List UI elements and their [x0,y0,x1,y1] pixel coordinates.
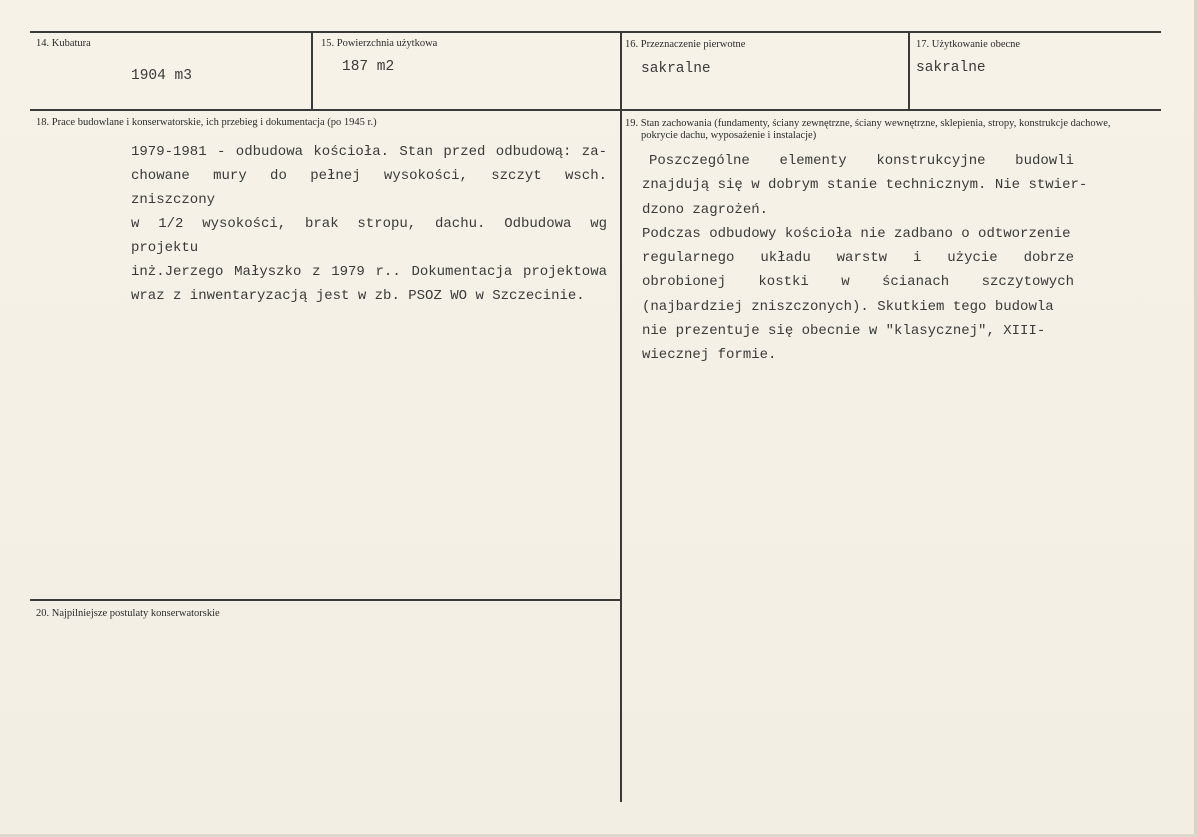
field-18-line: chowane mury do pełnej wysokości, szczyt wsch. zniszczony [131,168,607,208]
main-column-divider [620,31,622,802]
field-16-label: 16. Przeznaczenie pierwotne [625,39,746,50]
field-18-line: w 1/2 wysokości, brak stropu, dachu. Odbudowa wg projektu [131,216,607,256]
field-17-value: sakralne [916,60,986,76]
field-18-line: wraz z inwentaryzacją jest w zb. PSOZ WO w Szczecinie. [131,288,585,304]
field-18-text [131,140,607,308]
field-18-line: 1979-1981 - odbudowa kościoła. Stan przed odbudową: za- [131,144,607,160]
field-19-line: Poszczególne elementy konstrukcyjne budowli [649,153,1074,169]
field-19-text [642,149,1088,368]
field-14-label: 14. Kubatura [36,38,91,49]
field-19-line: wiecznej formie. [642,347,777,364]
field-19-line: obrobionej kostki w ścianach szczytowych [642,274,1074,291]
field-18-label: 18. Prace budowlane i konserwatorskie, ich przebieg i dokumentacja (po 1945 r.) [36,117,377,128]
field-14-value: 1904 m3 [131,68,192,84]
field-19-line: Podczas odbudowy kościoła nie zadbano o odtworzenie [642,225,1071,242]
field-19-line: znajdują się w dobrym stanie technicznym. Nie stwier- [642,177,1088,194]
field-20-label: 20. Najpilniejsze postulaty konserwatorskie [36,608,220,619]
field-19-line: regularnego układu warstw i użycie dobrze [642,250,1074,267]
row1-bottom-rule [30,109,1161,111]
field-15-label: 15. Powierzchnia użytkowa [321,38,438,49]
field-16-value: sakralne [641,61,711,77]
divider-16-17 [908,31,910,110]
field-15-value: 187 m2 [342,59,395,75]
divider-14-15 [311,31,313,110]
field18-bottom-rule [30,599,622,601]
field-17-label: 17. Użytkowanie obecne [916,39,1021,50]
field-19-line: dzono zagrożeń. [642,201,769,218]
field-19-label [625,118,1111,142]
field-19-line: nie prezentuje się obecnie w "klasycznej", XIII- [642,323,1046,340]
card-edge-shadow [1194,0,1198,837]
field-19-line: (najbardziej zniszczonych). Skutkiem tego budowla [642,298,1054,315]
field-19-label-line: 19. Stan zachowania (fundamenty, ściany zewnętrzne, ściany wewnętrzne, sklepienia, stropy, konstrukcje dachowe, [625,118,1111,129]
field-19-label-line: pokrycie dachu, wyposażenie i instalacje) [641,130,817,141]
field-18-line: inż.Jerzego Małyszko z 1979 r.. Dokumentacja projektowa [131,264,607,280]
top-rule [30,31,1161,33]
